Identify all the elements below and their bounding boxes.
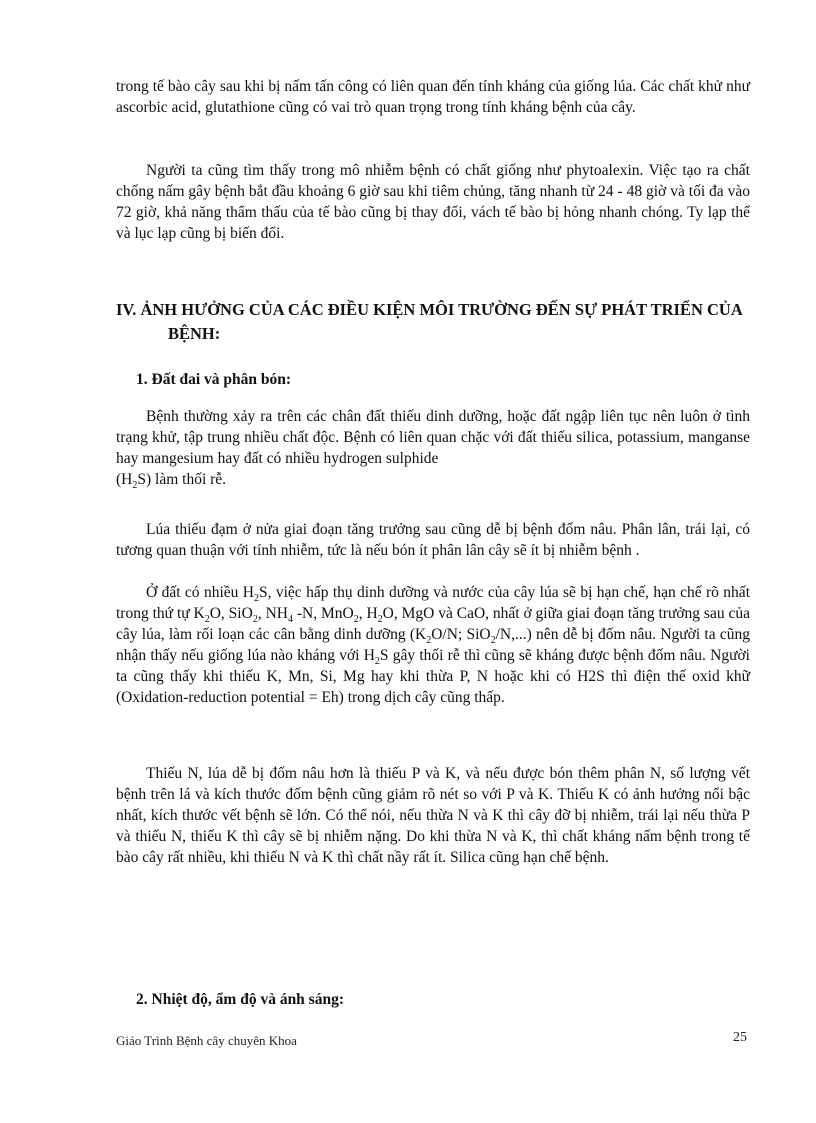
section-heading-iv	[116, 298, 756, 346]
section-heading-iv-line2: BỆNH:	[168, 324, 221, 343]
section-heading-iv-line1: IV. ẢNH HƯỞNG CỦA CÁC ĐIỀU KIỆN MÔI TRƯỜNG ĐẾN SỰ PHÁT TRIỂN CỦA	[116, 300, 743, 319]
paragraph-h2s-root-rot: $(H_2S)$ làm thối rễ.	[116, 471, 227, 492]
paragraph-resistance-continued: trong tế bào cây sau khi bị nấm tấn công có liên quan đến tính kháng của giống lúa. Các chất khử như ascorbic acid, glutathione cũng có vai trò quan trọng trong tính kháng bệnh của cây.	[116, 78, 750, 116]
paragraph-npk-effects: Thiếu N, lúa dễ bị đốm nâu hơn là thiếu P và K, và nếu được bón thêm phân N, số lượng vết bệnh trên lá và kích thước đốm bệnh cũng giảm rõ nét so với P và K. Thiếu K có ảnh hưởng nổi bậc nhất, kích thước vết bệnh sẽ lớn. Có thể nói, nếu thừa N và K thì cây đỡ bị nhiễm, trái lại nếu thừa P và thiếu N, thiếu K thì cây sẽ bị nhiễm nặng. Do khi thừa N và K, thì chất kháng nấm bệnh trong tế bào cây rất nhiều, khi thiếu N và K thì chất nầy rất ít. Silica cũng hạn chế bệnh.	[116, 765, 750, 866]
footer-book-title: Giáo Trình Bệnh cây chuyên Khoa	[116, 1033, 297, 1048]
paragraph-nitrogen-phosphorus: Lúa thiếu đạm ở nửa giai đoạn tăng trưởng sau cũng dễ bị bệnh đốm nâu. Phân lân, trái lại, có tương quan thuận với tính nhiễm, tức là nếu bón ít phân lân cây sẽ ít bị nhiễm bệnh .	[116, 521, 750, 559]
subheading-temperature-humidity-light: 2. Nhiệt độ, ẩm độ và ánh sáng:	[136, 991, 344, 1008]
paragraph-phytoalexin: Người ta cũng tìm thấy trong mô nhiễm bệnh có chất giống như phytoalexin. Việc tạo ra chất chống nấm gây bệnh bắt đầu khoảng 6 giờ sau khi tiêm chủng, tăng nhanh từ 24 - 48 giờ và tối đa vào 72 giờ, khả năng thẩm thấu của tế bào cũng bị thay đổi, vách tế bào bị hỏng nhanh chóng. Ty lạp thể và lục lạp cũng bị biến đổi.	[116, 162, 750, 242]
footer-page-number: 25	[733, 1030, 747, 1045]
paragraph-soil-deficiency: Bệnh thường xảy ra trên các chân đất thiếu dinh dưỡng, hoặc đất ngập liên tục nên luôn ở tình trạng khử, tập trung nhiều chất độc. Bệnh có liên quan chặc với đất thiếu silica, potassium, manganse hay mangesium hay đất có nhiều hydrogen sulphide	[116, 408, 750, 467]
paragraph-h2s-nutrients: Ở đất có nhiều $H_2S$, việc hấp thụ dinh dưỡng và nước của cây lúa sẽ bị hạn chế, hạn chế rõ nhất trong thứ tự $K_2O$, SiO$_2$, $NH_4$ -N, MnO$_2$, $H_2O$, MgO và CaO, nhất ở giữa giai đoạn tăng trưởng sau của cây lúa, làm rối loạn các cân bằng dinh dưỡng ($K_2O/N$; SiO$_2$/N,...) nên dễ bị đốm nâu. Người ta cũng nhận thấy nếu giống lúa nào kháng với $H_2S$ gây thối rễ thì cũng sẽ kháng được bệnh đốm nâu. Người ta cũng thấy khi thiếu K, Mn, Si, Mg hay khi thừa P, N hoặc khi có H2S thì điện thế oxid khữ (Oxidation-reduction potential = Eh) trong dịch cây cũng thấp.	[116, 584, 750, 706]
subheading-soil-fertilizer: 1. Đất đai và phân bón:	[136, 371, 292, 388]
